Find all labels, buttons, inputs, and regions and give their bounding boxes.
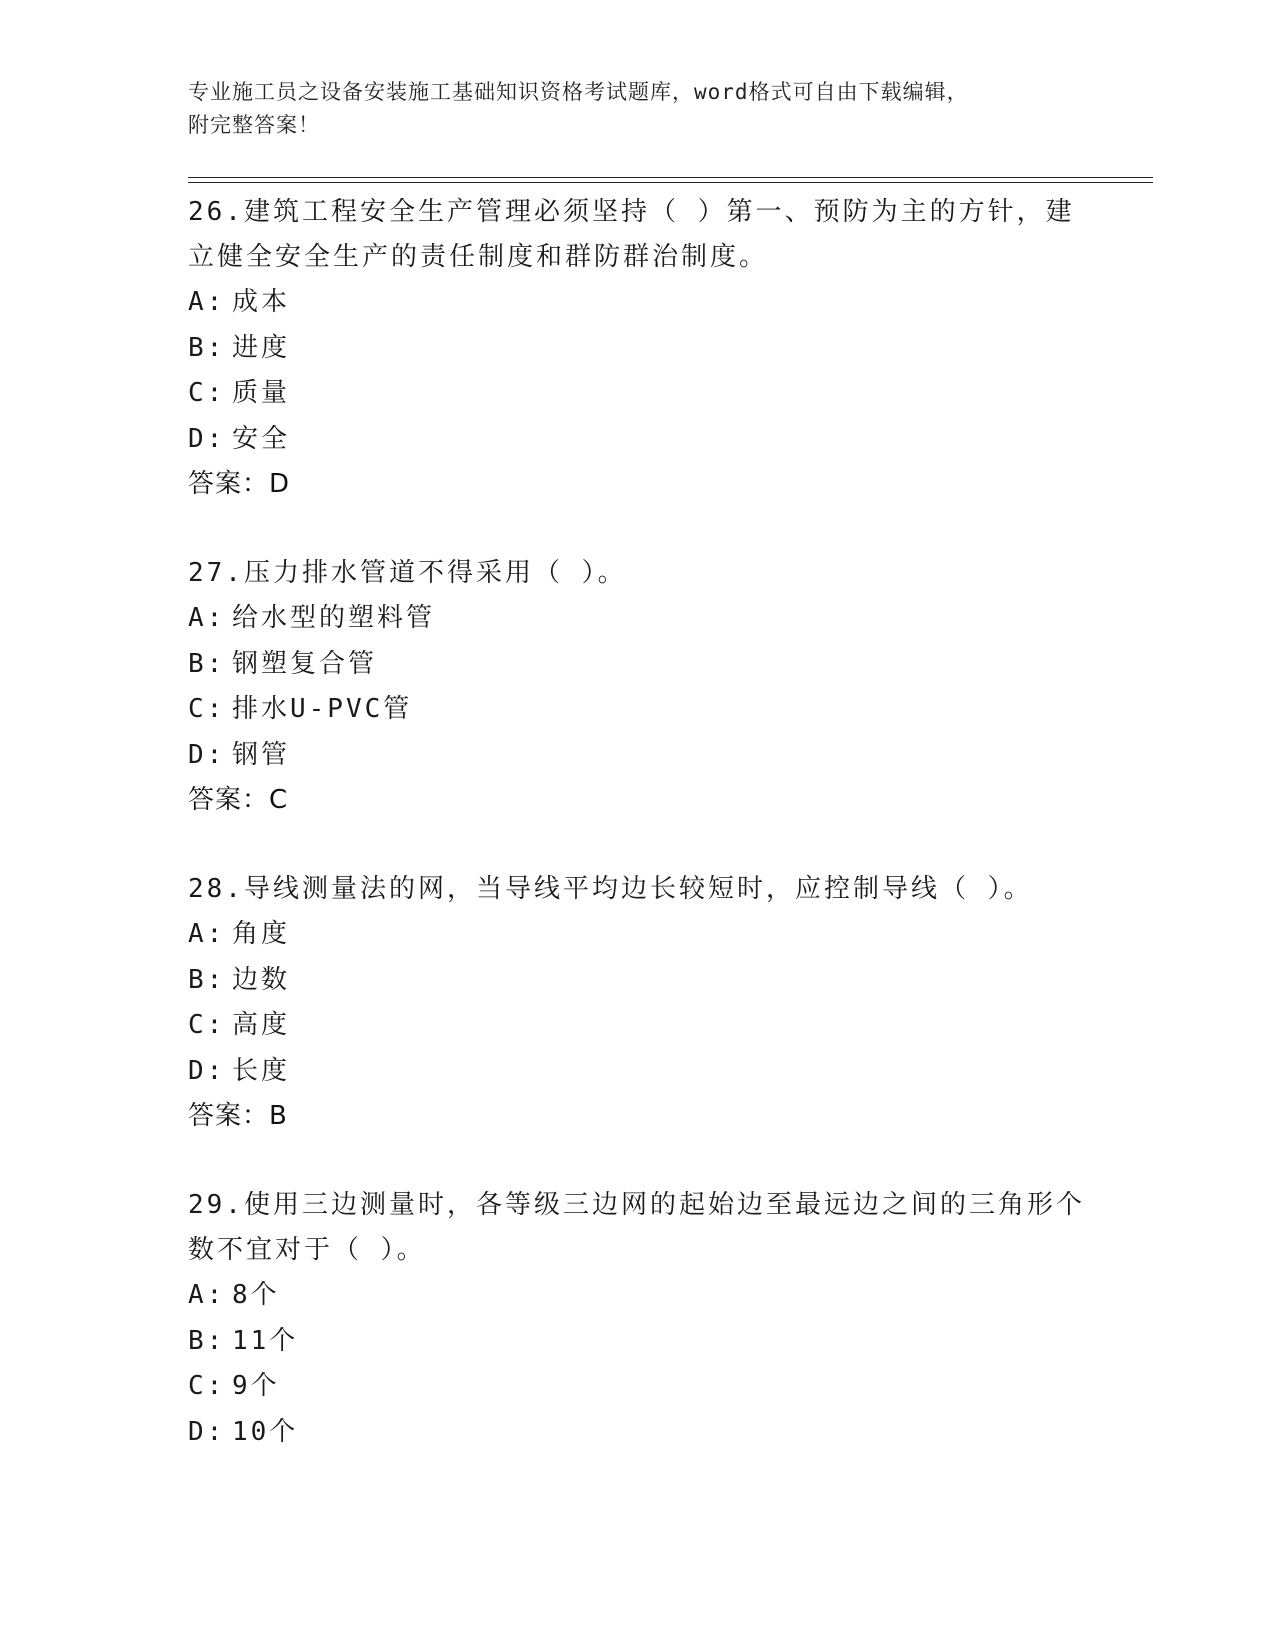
option-text: 10个 — [232, 1416, 299, 1447]
option-d — [188, 1049, 1088, 1095]
option-c — [188, 371, 1088, 417]
option-text: 8个 — [232, 1280, 280, 1310]
option-text: 边数 — [232, 964, 291, 995]
option-letter: D: — [188, 423, 226, 454]
option-letter: A: — [188, 1280, 226, 1310]
option-letter: A: — [188, 603, 226, 633]
option-b — [188, 326, 1088, 372]
option-text: 进度 — [232, 332, 291, 363]
question-stem: 28.导线测量法的网，当导线平均边长较短时，应控制导线（ ）。 — [188, 874, 1033, 904]
option-text: 钢塑复合管 — [232, 648, 378, 679]
option-letter: C: — [188, 694, 226, 724]
option-a — [188, 280, 1088, 326]
option-b — [188, 958, 1088, 1004]
option-letter: A: — [188, 919, 226, 949]
option-a — [188, 912, 1088, 958]
question-26 — [188, 190, 1088, 507]
header-line-2: 附完整答案！ — [188, 113, 320, 137]
option-letter: D: — [188, 1055, 226, 1086]
question-stem: 26.建筑工程安全生产管理必须坚持（ ）第一、预防为主的方针，建立健全安全生产的责任制度和群防群治制度。 — [188, 197, 1075, 272]
option-letter: B: — [188, 648, 226, 679]
option-b — [188, 642, 1088, 688]
option-text: 钢管 — [232, 739, 291, 770]
option-letter: D: — [188, 739, 226, 770]
option-text: 角度 — [232, 919, 291, 949]
option-d — [188, 417, 1088, 463]
option-b — [188, 1319, 1088, 1365]
question-stem: 27.压力排水管道不得采用（ ）。 — [188, 558, 627, 588]
option-letter: B: — [188, 332, 226, 363]
header-line-1: 专业施工员之设备安装施工基础知识资格考试题库，word格式可自由下载编辑， — [188, 80, 969, 104]
header-divider-bottom — [188, 182, 1153, 183]
option-c — [188, 687, 1088, 733]
option-letter: A: — [188, 287, 226, 317]
option-text: 9个 — [232, 1371, 280, 1401]
option-d — [188, 733, 1088, 779]
question-28 — [188, 867, 1088, 1139]
option-c — [188, 1003, 1088, 1049]
option-text: 质量 — [232, 378, 291, 408]
option-text: 成本 — [232, 287, 291, 317]
answer-line: 答案：D — [188, 469, 291, 499]
option-letter: D: — [188, 1416, 226, 1447]
question-27 — [188, 551, 1088, 823]
answer-line: 答案：C — [188, 785, 289, 815]
document-header — [188, 76, 1088, 142]
question-stem: 29.使用三边测量时，各等级三边网的起始边至最远边之间的三角形个数不宜对于（ ）。 — [188, 1190, 1085, 1265]
option-a — [188, 596, 1088, 642]
option-text: 11个 — [232, 1325, 299, 1356]
option-c — [188, 1364, 1088, 1410]
question-list — [188, 190, 1088, 1499]
option-letter: B: — [188, 964, 226, 995]
option-letter: B: — [188, 1325, 226, 1356]
option-text: 安全 — [232, 423, 291, 454]
option-text: 排水U-PVC管 — [232, 694, 413, 724]
answer-line: 答案：B — [188, 1101, 288, 1131]
option-text: 给水型的塑料管 — [232, 603, 436, 633]
header-divider-top — [188, 177, 1153, 178]
option-letter: C: — [188, 1371, 226, 1401]
option-letter: C: — [188, 1010, 226, 1040]
option-letter: C: — [188, 378, 226, 408]
option-text: 高度 — [232, 1010, 291, 1040]
question-29 — [188, 1183, 1088, 1455]
option-d — [188, 1410, 1088, 1456]
option-a — [188, 1273, 1088, 1319]
option-text: 长度 — [232, 1055, 291, 1086]
